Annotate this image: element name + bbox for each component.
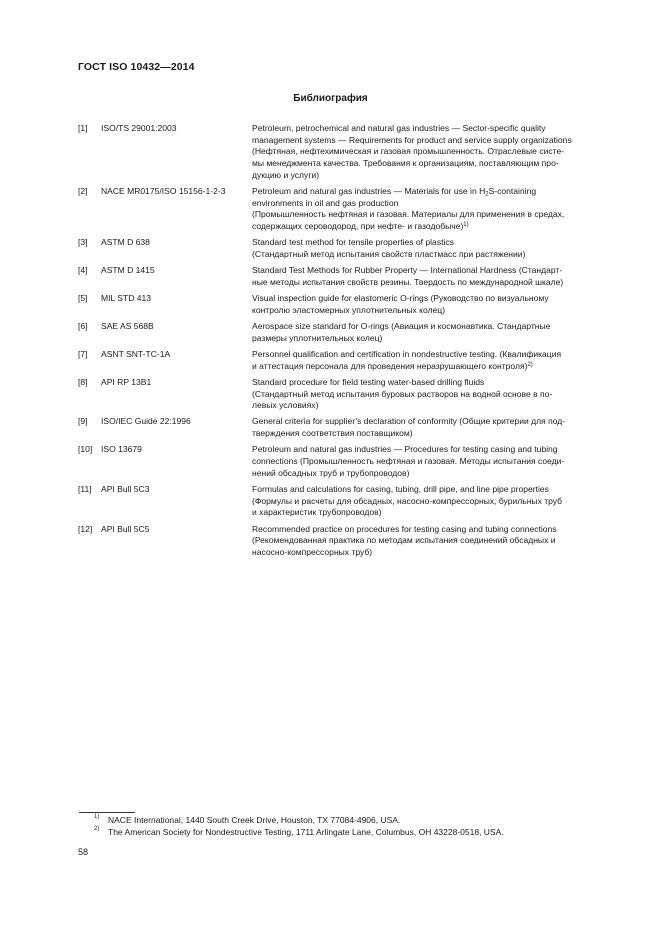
description-line: ные методы испытания свойств резины. Твердость по международной шкале): [252, 276, 564, 287]
bibliography-list: [78, 123, 616, 563]
document-code-header: ГОСТ ISO 10432—2014: [78, 61, 195, 73]
bibliography-entry: [78, 444, 616, 479]
entry-number: [4]: [78, 265, 88, 276]
description-line: (Стандартный метод испытания буровых растворов на водной основе в по-: [252, 388, 553, 399]
entry-standard-code: API Bull 5C5: [101, 523, 150, 534]
description-line: (Формулы и расчеты для обсадных, насосно-компрессорных, бурильных труб: [252, 495, 563, 506]
entry-number: [3]: [78, 237, 88, 248]
bibliography-title: Библиография: [293, 93, 368, 104]
footnote-reference[interactable]: 2): [527, 361, 533, 368]
bibliography-entry: [78, 186, 616, 233]
description-line: Formulas and calculations for casing, tubing, drill pipe, and line pipe properties: [252, 483, 549, 494]
footnotes: [94, 814, 628, 838]
entry-description: [252, 265, 616, 288]
entry-standard-code: ASNT SNT-TC-1A: [101, 348, 171, 359]
description-line: размеры уплотнительных колец): [252, 332, 383, 343]
entry-standard-code: MIL STD 413: [101, 293, 152, 304]
line-text: и аттестация персонала для проведения неразрушающего контроля): [252, 360, 528, 371]
entry-standard-code: ASTM D 1415: [101, 265, 155, 276]
entry-standard-code: ISO/IEC Guide 22:1996: [101, 416, 191, 427]
line-text: Petroleum and natural gas industries — Materials for use in H: [252, 186, 486, 197]
description-line: Standard test method for tensile properties of plastics: [252, 237, 454, 248]
entry-standard-code: SAE AS 568B: [101, 321, 154, 332]
description-line: тверждения соответствия поставщиком): [252, 428, 413, 439]
entry-description: [252, 186, 616, 233]
description-line: мы менеджмента качества. Требования к организациям, поставляющим про-: [252, 158, 559, 169]
bibliography-entry: [78, 484, 616, 519]
line-text: S-containing: [488, 186, 537, 197]
entry-number: [8]: [78, 376, 88, 387]
entry-description: [252, 416, 616, 439]
bibliography-entry: [78, 416, 616, 439]
bibliography-entry: [78, 123, 616, 182]
entry-number: [1]: [78, 123, 88, 133]
entry-description: [252, 293, 616, 316]
description-line: environments in oil and gas production: [252, 197, 399, 208]
entry-number: [10]: [78, 444, 93, 455]
description-line: (Стандартный метод испытания свойств пластмасс при растяжении): [252, 249, 526, 260]
entry-number: [2]: [78, 186, 88, 197]
description-line: Visual inspection guide for elastomeric O-rings (Руководство по визуальному: [252, 293, 549, 304]
footnote: [94, 825, 628, 839]
description-line: нений обсадных труб и трубопроводов): [252, 467, 410, 478]
bibliography-entry: [78, 524, 616, 559]
entry-description: [252, 349, 616, 372]
bibliography-entry: [78, 265, 616, 288]
entry-description: [252, 484, 616, 519]
line-text: содержащих сероводород, при нефте- и газодобыче): [252, 221, 464, 232]
description-line: дукцию и услуги): [252, 169, 320, 180]
description-line: Recommended practice on procedures for testing casing and tubing connections: [252, 523, 557, 534]
description-line: (Нефтяная, нефтехимическая и газовая промышленность. Отраслевые систе-: [252, 146, 565, 157]
description-line: насосно-компрессорных труб): [252, 547, 373, 557]
page-number: 58: [78, 847, 89, 857]
description-line: Aerospace size standard for O-rings (Авиация и космонавтика. Стандартные: [252, 321, 551, 332]
description-line: Petroleum and natural gas industries — Procedures for testing casing and tubing: [252, 444, 558, 455]
description-line: (Рекомендованная практика по методам испытания соединений обсадных и: [252, 535, 556, 546]
description-line: и характеристик трубопроводов): [252, 507, 382, 518]
description-line: management systems — Requirements for product and service supply organizations: [252, 134, 572, 145]
footnote-text: NACE International, 1440 South Creek Drive, Houston, TX 77084-4906, USA.: [108, 815, 401, 825]
footnote: [94, 814, 628, 827]
description-line: контролю эластомерных уплотнительных колец): [252, 304, 446, 315]
entry-description: [252, 237, 616, 260]
description-line: левых условиях): [252, 400, 319, 411]
entry-description: [252, 377, 616, 412]
description-line: Standard procedure for field testing water-based drilling fluids: [252, 376, 485, 387]
entry-description: [252, 123, 616, 182]
entry-number: [12]: [78, 523, 93, 534]
footnote-mark: 1): [94, 814, 100, 820]
entry-number: [11]: [78, 483, 92, 494]
description-line: [252, 361, 616, 373]
subscript: 2: [485, 191, 489, 198]
footnote-separator: [79, 812, 135, 813]
description-line: connections (Промышленность нефтяная и газовая. Методы испытания соеди-: [252, 456, 565, 467]
entry-standard-code: API RP 13B1: [101, 376, 152, 387]
bibliography-entry: [78, 377, 616, 412]
entry-description: [252, 444, 616, 479]
description-line: [252, 221, 616, 233]
bibliography-entry: [78, 293, 616, 316]
entry-standard-code: API Bull 5C3: [101, 483, 150, 494]
description-line: [252, 186, 616, 198]
description-line: General criteria for supplier’s declaration of conformity (Общие критерии для под-: [252, 416, 566, 427]
entry-number: [6]: [78, 321, 88, 332]
description-line: Petroleum, petrochemical and natural gas industries — Sector-specific quality: [252, 123, 546, 133]
description-line: Personnel qualification and certification in nondestructive testing. (Квалификация: [252, 348, 562, 359]
entry-standard-code: ISO 13679: [101, 444, 142, 455]
bibliography-entry: [78, 349, 616, 372]
description-line: Standard Test Methods for Rubber Property — International Hardness (Стандарт-: [252, 265, 563, 276]
entry-number: [5]: [78, 293, 88, 304]
entry-number: [7]: [78, 348, 88, 359]
entry-description: [252, 524, 616, 559]
footnote-mark: 2): [94, 825, 100, 832]
bibliography-entry: [78, 321, 616, 344]
footnote-text: The American Society for Nondestructive Testing, 1711 Arlingate Lane, Columbus, OH 43228-0518, USA.: [108, 826, 504, 837]
bibliography-entry: [78, 237, 616, 260]
entry-standard-code: NACE MR0175/ISO 15156-1-2-3: [101, 186, 226, 197]
entry-description: [252, 321, 616, 344]
entry-standard-code: ISO/TS 29001:2003: [101, 123, 177, 133]
footnote-reference[interactable]: 1): [463, 222, 469, 229]
entry-number: [9]: [78, 416, 88, 427]
entry-standard-code: ASTM D 638: [101, 237, 150, 248]
description-line: (Промышленность нефтяная и газовая. Материалы для применения в средах,: [252, 209, 565, 220]
